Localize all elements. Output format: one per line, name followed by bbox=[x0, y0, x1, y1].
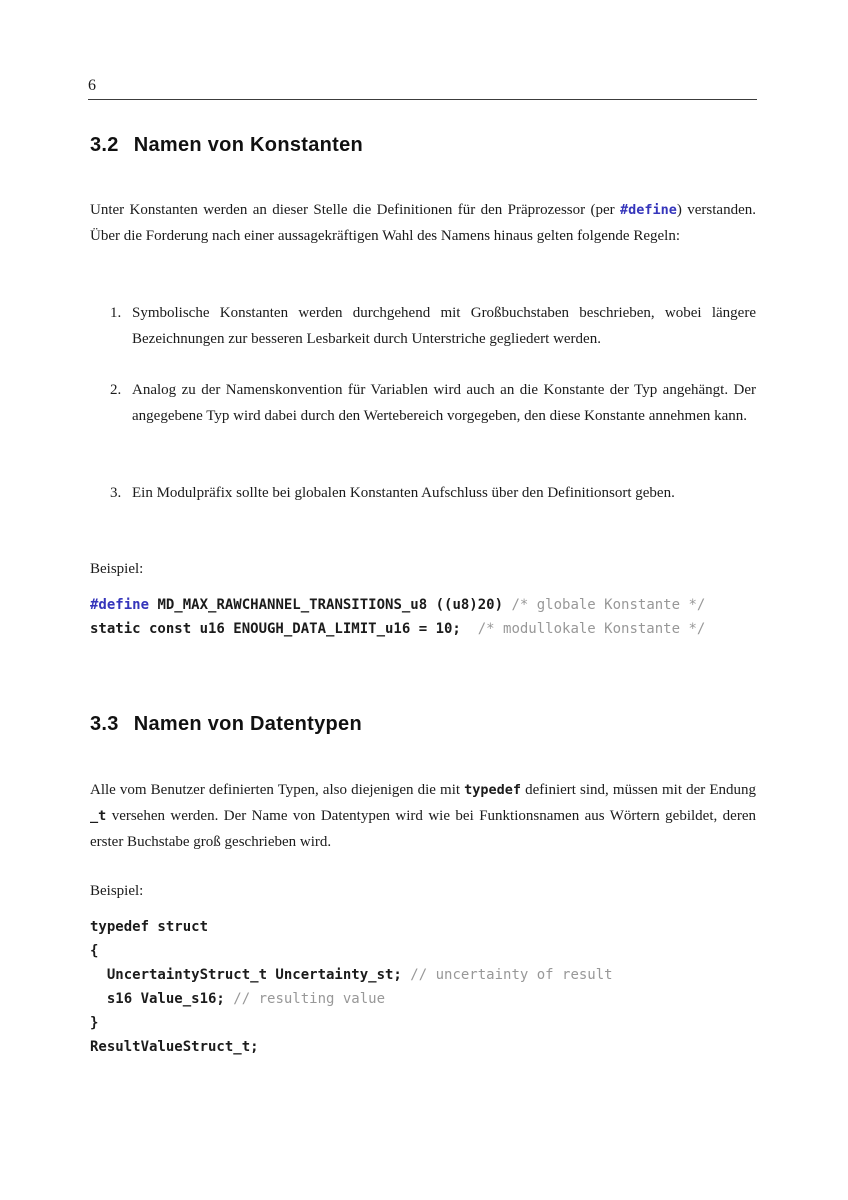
code-line bbox=[90, 987, 756, 1011]
paragraph-datentypen-intro bbox=[90, 777, 756, 855]
code-text: ResultValueStruct_t; bbox=[90, 1039, 259, 1055]
code-block-konstanten bbox=[90, 593, 756, 641]
paragraph-text: ) verstanden. Über die Forderung nach einer aussagekräftigen Wahl des Namens hinaus gelten folgende Regeln: bbox=[90, 202, 757, 244]
code-line bbox=[90, 1035, 756, 1059]
section-heading-3-3 bbox=[90, 713, 756, 736]
inline-code-typedef: typedef bbox=[464, 782, 522, 798]
code-comment: /* globale Konstante */ bbox=[511, 597, 706, 613]
code-comment: // resulting value bbox=[233, 991, 386, 1007]
section-heading-3-2 bbox=[90, 134, 756, 157]
code-block-datentypen bbox=[90, 915, 756, 1059]
code-text: { bbox=[90, 943, 99, 959]
header-rule bbox=[88, 99, 757, 100]
code-text: static const u16 ENOUGH_DATA_LIMIT_u16 = 10; bbox=[90, 621, 478, 637]
code-text: typedef struct bbox=[90, 919, 209, 935]
paragraph-text: versehen werden. Der Name von Datentypen wird wie bei Funktionsnamen aus Wörtern gebildet, deren erster Buchstabe groß geschrieben wird. bbox=[90, 808, 756, 850]
page-number: 6 bbox=[88, 77, 96, 94]
code-comment: // uncertainty of result bbox=[410, 967, 613, 983]
section-title: Namen von Konstanten bbox=[133, 134, 364, 156]
code-keyword: #define bbox=[90, 597, 150, 613]
item-number: 3. bbox=[110, 485, 122, 501]
code-line bbox=[90, 593, 756, 617]
code-line bbox=[90, 915, 756, 939]
list-item-rule-1 bbox=[90, 300, 756, 352]
item-text: Analog zu der Namenskonvention für Variablen wird auch an die Konstante der Typ angehängt. Der angegebene Typ wird dabei durch den Wertebereich vorgegeben, den diese Konstante annehmen kann. bbox=[132, 382, 756, 424]
code-text: MD_MAX_RAWCHANNEL_TRANSITIONS_u8 ((u8)20) bbox=[149, 597, 512, 613]
code-comment: /* modullokale Konstante */ bbox=[477, 621, 706, 637]
paragraph-text: Alle vom Benutzer definierten Typen, also diejenigen die mit bbox=[90, 782, 465, 798]
code-text: s16 Value_s16; bbox=[90, 991, 234, 1007]
item-text: Symbolische Konstanten werden durchgehend mit Großbuchstaben beschrieben, wobei längere Bezeichnungen zur besseren Lesbarkeit durch Unterstriche gegliedert werden. bbox=[132, 305, 756, 347]
section-number: 3.2 bbox=[90, 134, 119, 156]
inline-code-suffix-t: _t bbox=[90, 808, 107, 824]
example-label: Beispiel: bbox=[90, 561, 144, 577]
list-item-rule-2 bbox=[90, 377, 756, 429]
example-label: Beispiel: bbox=[90, 883, 144, 899]
inline-code-define: #define bbox=[620, 202, 677, 218]
code-line bbox=[90, 617, 756, 641]
paragraph-text: Unter Konstanten werden an dieser Stelle die Definitionen für den Präprozessor (per bbox=[90, 202, 621, 218]
code-text: } bbox=[90, 1015, 99, 1031]
code-text: UncertaintyStruct_t Uncertainty_st; bbox=[90, 967, 411, 983]
code-line bbox=[90, 1011, 756, 1035]
item-text: Ein Modulpräfix sollte bei globalen Konstanten Aufschluss über den Definitionsort geben. bbox=[132, 485, 675, 501]
code-line bbox=[90, 939, 756, 963]
item-number: 2. bbox=[110, 382, 122, 398]
item-number: 1. bbox=[110, 305, 122, 321]
code-line bbox=[90, 963, 756, 987]
section-title: Namen von Datentypen bbox=[133, 713, 362, 735]
section-number: 3.3 bbox=[90, 713, 119, 735]
list-item-rule-3 bbox=[90, 480, 756, 506]
paragraph-konstanten-intro bbox=[90, 197, 756, 249]
paragraph-text: definiert sind, müssen mit der Endung bbox=[521, 782, 756, 798]
